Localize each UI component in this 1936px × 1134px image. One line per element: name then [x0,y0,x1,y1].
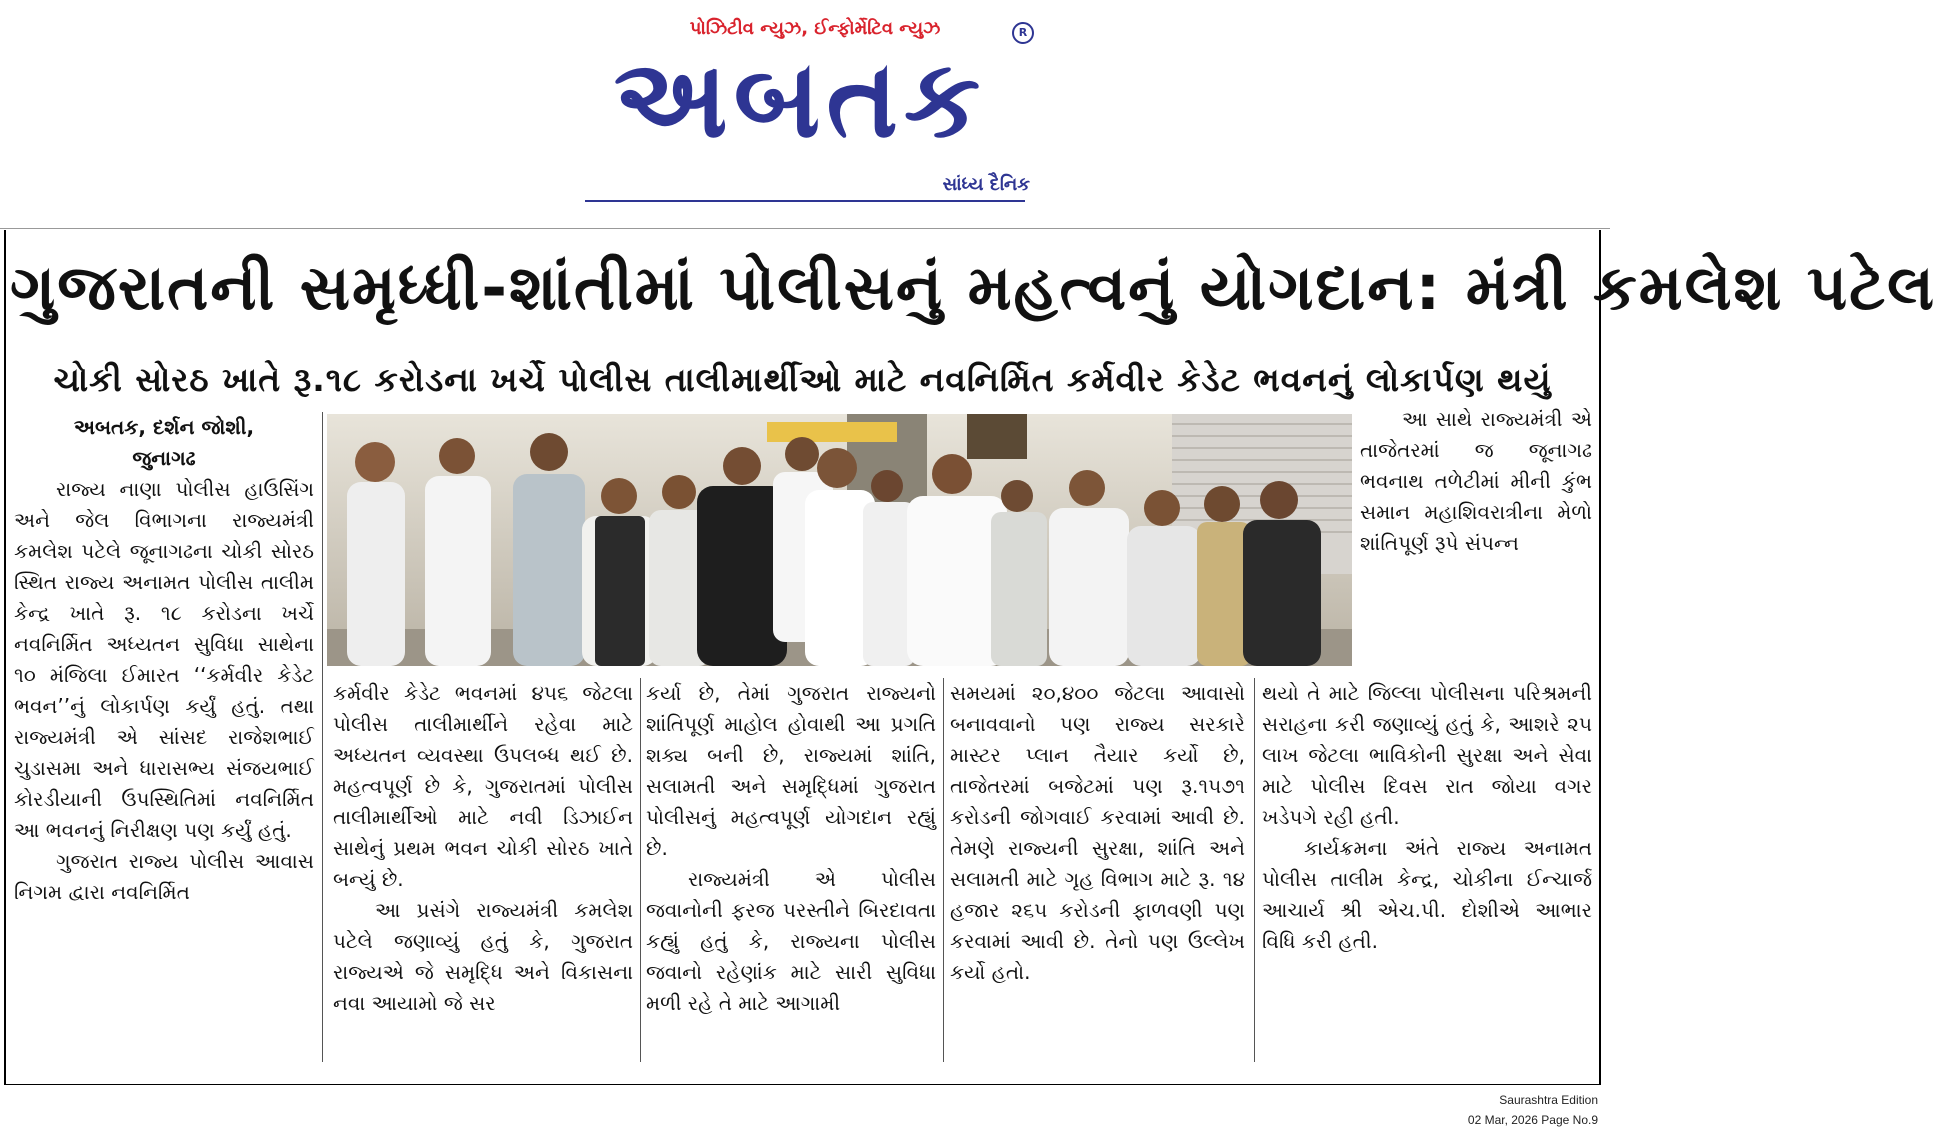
newspaper-logo: અબતક [613,37,987,162]
byline-location: જુનાગઢ [132,446,196,470]
article-headline: ગુજરાતની સમૃધ્ધી-શાંતીમાં પોલીસનું મહત્વનું યોગદાન: મંત્રી કમલેશ પટેલ [10,251,1936,324]
article-subheadline: ચોકી સોરઠ ખાતે રૂ.૧૮ કરોડના ખર્ચે પોલીસ તાલીમાર્થીઓ માટે નવનિર્મિત કર્મવીર કેડેટ ભવનનું લોકાર્પણ થયું [53,360,1552,399]
paragraph: કર્મવીર કેડેટ ભવનમાં ૪૫૬ જેટલા પોલીસ તાલીમાર્થીને રહેવા માટે અધ્યતન વ્યવસ્થા ઉપલબ્ધ થઈ છે. મહત્વપૂર્ણ છે કે, ગુજરાતમાં પોલીસ તાલીમાર્થીઓ માટે નવી ડિઝાઈન સાથેનું પ્રથમ ભવન ચોકી સોરઠ ખાતે બન્યું છે. [333,681,633,891]
article-column-2 [333,678,633,1060]
article-column-4 [950,678,1245,1060]
paragraph: કર્યા છે, તેમાં ગુજરાત રાજ્યનો શાંતિપૂર્ણ માહોલ હોવાથી આ પ્રગતિ શક્ય બની છે, રાજ્યમાં શાંતિ, સલામતી અને સમૃદ્ધિમાં ગુજરાત પોલીસનું મહત્વપૂર્ણ યોગદાન રહ્યું છે. [646,681,936,860]
paragraph: કાર્યક્રમના અંતે રાજ્ય અનામત પોલીસ તાલીમ કેન્દ્ર, ચોકીના ઈન્ચાર્જ આચાર્ય શ્રી એચ.પી. દોશીએ આભાર વિધિ કરી હતી. [1262,836,1592,953]
column-divider [1254,678,1255,1062]
column-divider [322,412,323,1062]
byline-author: અબતક, દર્શન જોશી, [73,415,255,439]
paragraph: આ પ્રસંગે રાજ્યમંત્રી કમલેશ પટેલે જણાવ્યું હતું કે, ગુજરાત રાજ્યએ જે સમૃદ્ધિ અને વિકાસના નવા આયામો જે સર [333,898,633,1015]
masthead-subtitle: સાંધ્ય દૈનિક [942,174,1030,195]
column-divider [943,678,944,1062]
masthead-underline [585,200,1025,202]
paragraph: આ સાથે રાજ્યમંત્રી એ તાજેતરમાં જ જૂનાગઢ ભવનાથ તળેટીમાં મીની કુંભ સમાન મહાશિવરાત્રીના મેળો શાંતિપૂર્ણ રૂપે સંપન્ન [1360,407,1592,555]
registered-mark-icon: R [1012,22,1034,44]
article-column-1 [14,412,314,1060]
article-column-5-top [1360,404,1592,676]
masthead-tagline: પોઝિટીવ ન્યુઝ, ઈન્ફોર્મેટિવ ન્યુઝ [689,18,941,39]
column-divider [640,678,641,1062]
date-page-label: 02 Mar, 2026 Page No.9 [1467,1113,1598,1127]
paragraph: ગુજરાત રાજ્ય પોલીસ આવાસ નિગમ દ્વારા નવનિર્મિત [14,849,314,904]
masthead [0,0,1610,215]
edition-label: Saurashtra Edition [1499,1093,1598,1107]
paragraph: રાજ્ય નાણા પોલીસ હાઉસિંગ અને જેલ વિભાગના રાજ્યમંત્રી કમલેશ પટેલે જૂનાગઢના ચોકી સોરઠ સ્થિત રાજ્ય અનામત પોલીસ તાલીમ કેન્દ્ર ખાતે રૂ. ૧૮ કરોડના ખર્ચે નવનિર્મિત અધ્યતન સુવિધા સાથેના ૧૦ મંજિલા ઈમારત ‘‘કર્મવીર કેડેટ ભવન’’નું લોકાર્પણ કર્યું હતું. તથા રાજ્યમંત્રી એ સાંસદ રાજેશભાઈ ચુડાસમા અને ધારાસભ્ય સંજયભાઈ કોરડીયાની ઉપસ્થિતિમાં નવનિર્મિત આ ભવનનું નિરીક્ષણ પણ કર્યું હતું. [14,477,314,842]
group-photo-image [327,414,1352,666]
paragraph: થયો તે માટે જિલ્લા પોલીસના પરિશ્રમની સરાહના કરી જણાવ્યું હતું કે, આશરે ૨૫ લાખ જેટલા ભાવિકોની સુરક્ષા અને સેવા માટે પોલીસ દિવસ રાત જોયા વગર ખડેપગે રહી હતી. [1262,681,1592,829]
top-divider [0,228,1610,229]
article-column-3 [646,678,936,1060]
paragraph: રાજ્યમંત્રી એ પોલીસ જવાનોની ફરજ પરસ્તીને બિરદાવતા કહ્યું હતું કે, રાજ્યના પોલીસ જવાનો રહેણાંક માટે સારી સુવિધા મળી રહે તે માટે આગામી [646,867,936,1015]
paragraph: સમયમાં ૨૦,૪૦૦ જેટલા આવાસો બનાવવાનો પણ રાજ્ય સરકારે માસ્ટર પ્લાન તૈયાર કર્યો છે, તાજેતરમાં બજેટમાં પણ રૂ.૧૫૭૧ કરોડની જોગવાઈ કરવામાં આવી છે. તેમણે રાજ્યની સુરક્ષા, શાંતિ અને સલામતી માટે ગૃહ વિભાગ માટે રૂ. ૧૪ હજાર ૨૬૫ કરોડની ફાળવણી પણ કરવામાં આવી છે. તેનો પણ ઉલ્લેખ કર્યો હતો. [950,681,1245,984]
article-column-5 [1262,678,1592,1060]
